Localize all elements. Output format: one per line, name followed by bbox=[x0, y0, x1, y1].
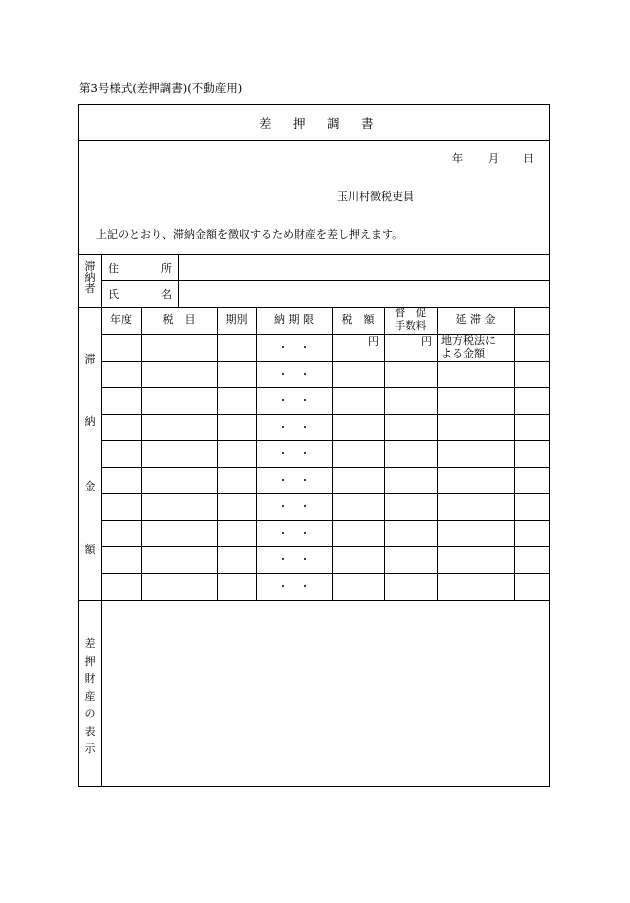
deadline-cell[interactable]: ・ ・ bbox=[277, 447, 311, 460]
seizure-record-form: 差 押 調 書 年 月 日 玉川村徴税吏員 上記のとおり、滞納金額を徴収するため財産を差し押えます。 滞 納 者 住 所 氏 名 滞 納 金 額 年度 税 目 期別 納 期 限 税 額 督 促 手数料 延 滞 金 円 円 地方税法に よる金額 ・ ・ ・ ・ ・ ・ ・ ・ ・ ・ ・ ・ ・ ・ ・ ・ ・ ・ ・ ・ 差 押 財 産 の 表 示 bbox=[78, 104, 550, 787]
date-year-label: 年 bbox=[452, 152, 463, 165]
header-period: 期別 bbox=[225, 313, 248, 326]
tax-amount-unit: 円 bbox=[368, 335, 379, 348]
title-char: 差 bbox=[259, 116, 272, 131]
statement-text: 上記のとおり、滞納金額を徴収するため財産を差し押えます。 bbox=[96, 228, 404, 241]
late-fee-note: 地方税法に bbox=[441, 334, 496, 347]
deadline-cell[interactable]: ・ ・ bbox=[277, 500, 311, 513]
deadline-cell[interactable]: ・ ・ bbox=[277, 580, 311, 593]
date-month-label: 月 bbox=[488, 152, 499, 165]
header-year: 年度 bbox=[110, 313, 132, 326]
taxpayer-side-label: 滞 納 者 bbox=[84, 260, 96, 295]
seized-property-side-label: 差 押 財 産 の 表 示 bbox=[84, 637, 96, 755]
deadline-cell[interactable]: ・ ・ bbox=[277, 474, 311, 487]
title-char: 押 bbox=[293, 116, 306, 131]
header-tax-amount: 税 額 bbox=[341, 313, 375, 326]
fee-unit: 円 bbox=[421, 335, 432, 348]
deadline-cell[interactable]: ・ ・ bbox=[277, 368, 311, 381]
header-deadline: 納 期 限 bbox=[274, 313, 314, 326]
header-fee: 手数料 bbox=[394, 320, 427, 332]
deadline-cell[interactable]: ・ ・ bbox=[277, 421, 311, 434]
name-label: 氏 bbox=[108, 288, 119, 301]
name-label: 名 bbox=[161, 288, 172, 301]
deadline-cell[interactable]: ・ ・ bbox=[277, 527, 311, 540]
header-late-fee: 延 滞 金 bbox=[455, 313, 496, 326]
date-day-label: 日 bbox=[523, 152, 534, 165]
header-fee: 督 促 bbox=[394, 307, 427, 319]
late-fee-note: よる金額 bbox=[441, 347, 485, 360]
header-tax-item: 税 目 bbox=[162, 313, 196, 326]
deadline-cell[interactable]: ・ ・ bbox=[277, 341, 311, 354]
address-label: 所 bbox=[161, 262, 172, 275]
official-title: 玉川村徴税吏員 bbox=[337, 190, 414, 203]
title-char: 調 bbox=[327, 116, 340, 131]
deadline-cell[interactable]: ・ ・ bbox=[277, 394, 311, 407]
title-char: 書 bbox=[361, 116, 374, 131]
address-label: 住 bbox=[108, 262, 119, 275]
deadline-cell[interactable]: ・ ・ bbox=[277, 553, 311, 566]
form-caption: 第3号様式(差押調書)(不動産用) bbox=[79, 81, 243, 95]
